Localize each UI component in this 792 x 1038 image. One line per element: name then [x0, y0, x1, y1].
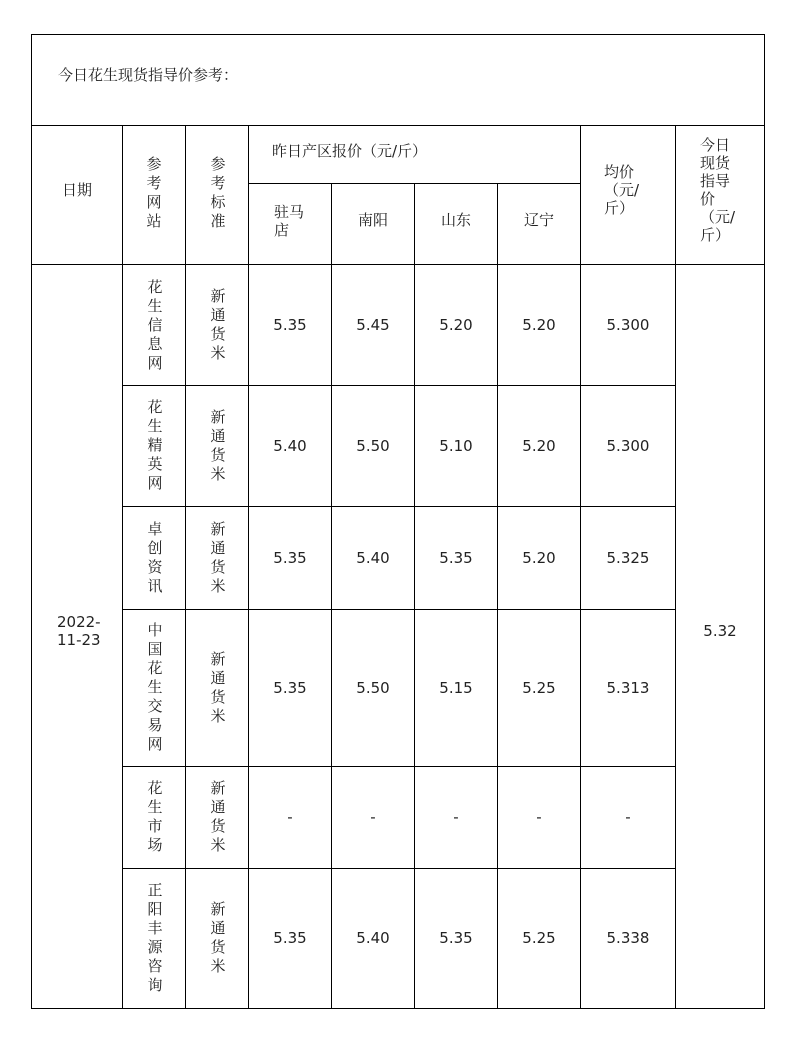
header-site: 参考网站 [146, 155, 162, 230]
grid-line-v [764, 34, 765, 1009]
guide-price-value: 5.32 [703, 622, 737, 640]
standard-name: 新通货米 [210, 519, 226, 595]
price-cell: 5.40 [356, 929, 390, 947]
price-cell: 5.50 [356, 678, 390, 697]
price-cell: 5.20 [439, 316, 473, 334]
site-name: 花生市场 [147, 779, 163, 854]
header-standard: 参考标准 [210, 155, 226, 230]
average-price-cell: 5.313 [606, 678, 650, 697]
header-yesterday-quotes: 昨日产区报价（元/斤） [272, 142, 428, 160]
grid-line-h [31, 264, 765, 265]
page-title: 今日花生现货指导价参考： [58, 66, 239, 84]
price-cell: 5.15 [439, 678, 473, 697]
grid-line-v [185, 125, 186, 1009]
standard-name: 新通货米 [210, 779, 226, 854]
grid-line-v [497, 183, 498, 1009]
price-cell: 5.20 [522, 316, 556, 334]
grid-line-v [580, 125, 581, 1009]
header-date: 日期 [61, 181, 92, 199]
price-cell: - [287, 808, 293, 826]
standard-name: 新通货米 [210, 407, 226, 483]
price-cell: - [370, 808, 376, 826]
site-name: 中国花生交易网 [147, 621, 163, 753]
date-cell: 2022-11-23 [57, 613, 101, 649]
grid-line-h [122, 868, 676, 869]
price-cell: 5.45 [356, 316, 390, 334]
header-region-liaoning: 辽宁 [523, 211, 554, 229]
grid-line-v [331, 183, 332, 1009]
site-name: 卓创资讯 [147, 519, 163, 595]
site-name: 花生信息网 [147, 277, 163, 372]
price-cell: 5.20 [522, 548, 556, 567]
grid-line-v [248, 125, 249, 1009]
grid-line-h [122, 609, 676, 610]
grid-line-v [122, 125, 123, 1009]
average-price-cell: 5.338 [606, 929, 650, 947]
average-price-cell: - [625, 808, 631, 826]
header-average-price: 均价（元/斤） [604, 163, 640, 217]
header-region-nanyang: 南阳 [357, 211, 388, 229]
price-cell: 5.50 [356, 436, 390, 455]
grid-line-h [122, 385, 676, 386]
header-guide-price: 今日现货指导价（元/斤） [700, 136, 736, 244]
grid-line-h [31, 125, 765, 126]
grid-line-h [31, 34, 765, 35]
header-region-zhumadian: 驻马店 [274, 203, 305, 239]
price-cell: 5.35 [273, 316, 307, 334]
price-cell: - [453, 808, 459, 826]
site-name: 正阳丰源咨询 [147, 881, 163, 994]
price-cell: 5.35 [273, 678, 307, 697]
price-cell: - [536, 808, 542, 826]
grid-line-h [122, 766, 676, 767]
price-cell: 5.40 [273, 436, 307, 455]
average-price-cell: 5.300 [606, 436, 650, 455]
grid-line-h [31, 1008, 765, 1009]
standard-name: 新通货米 [210, 649, 226, 725]
average-price-cell: 5.325 [606, 548, 650, 567]
standard-name: 新通货米 [210, 900, 226, 975]
grid-line-h [122, 506, 676, 507]
grid-line-v [414, 183, 415, 1009]
price-cell: 5.40 [356, 548, 390, 567]
average-price-cell: 5.300 [606, 316, 650, 334]
price-cell: 5.35 [439, 929, 473, 947]
site-name: 花生精英网 [147, 398, 163, 492]
price-cell: 5.25 [522, 678, 556, 697]
price-cell: 5.20 [522, 436, 556, 455]
price-cell: 5.10 [439, 436, 473, 455]
price-cell: 5.25 [522, 929, 556, 947]
header-region-shandong: 山东 [440, 211, 471, 229]
standard-name: 新通货米 [210, 287, 226, 362]
price-cell: 5.35 [273, 548, 307, 567]
price-cell: 5.35 [273, 929, 307, 947]
price-cell: 5.35 [439, 548, 473, 567]
grid-line-v [675, 125, 676, 1009]
